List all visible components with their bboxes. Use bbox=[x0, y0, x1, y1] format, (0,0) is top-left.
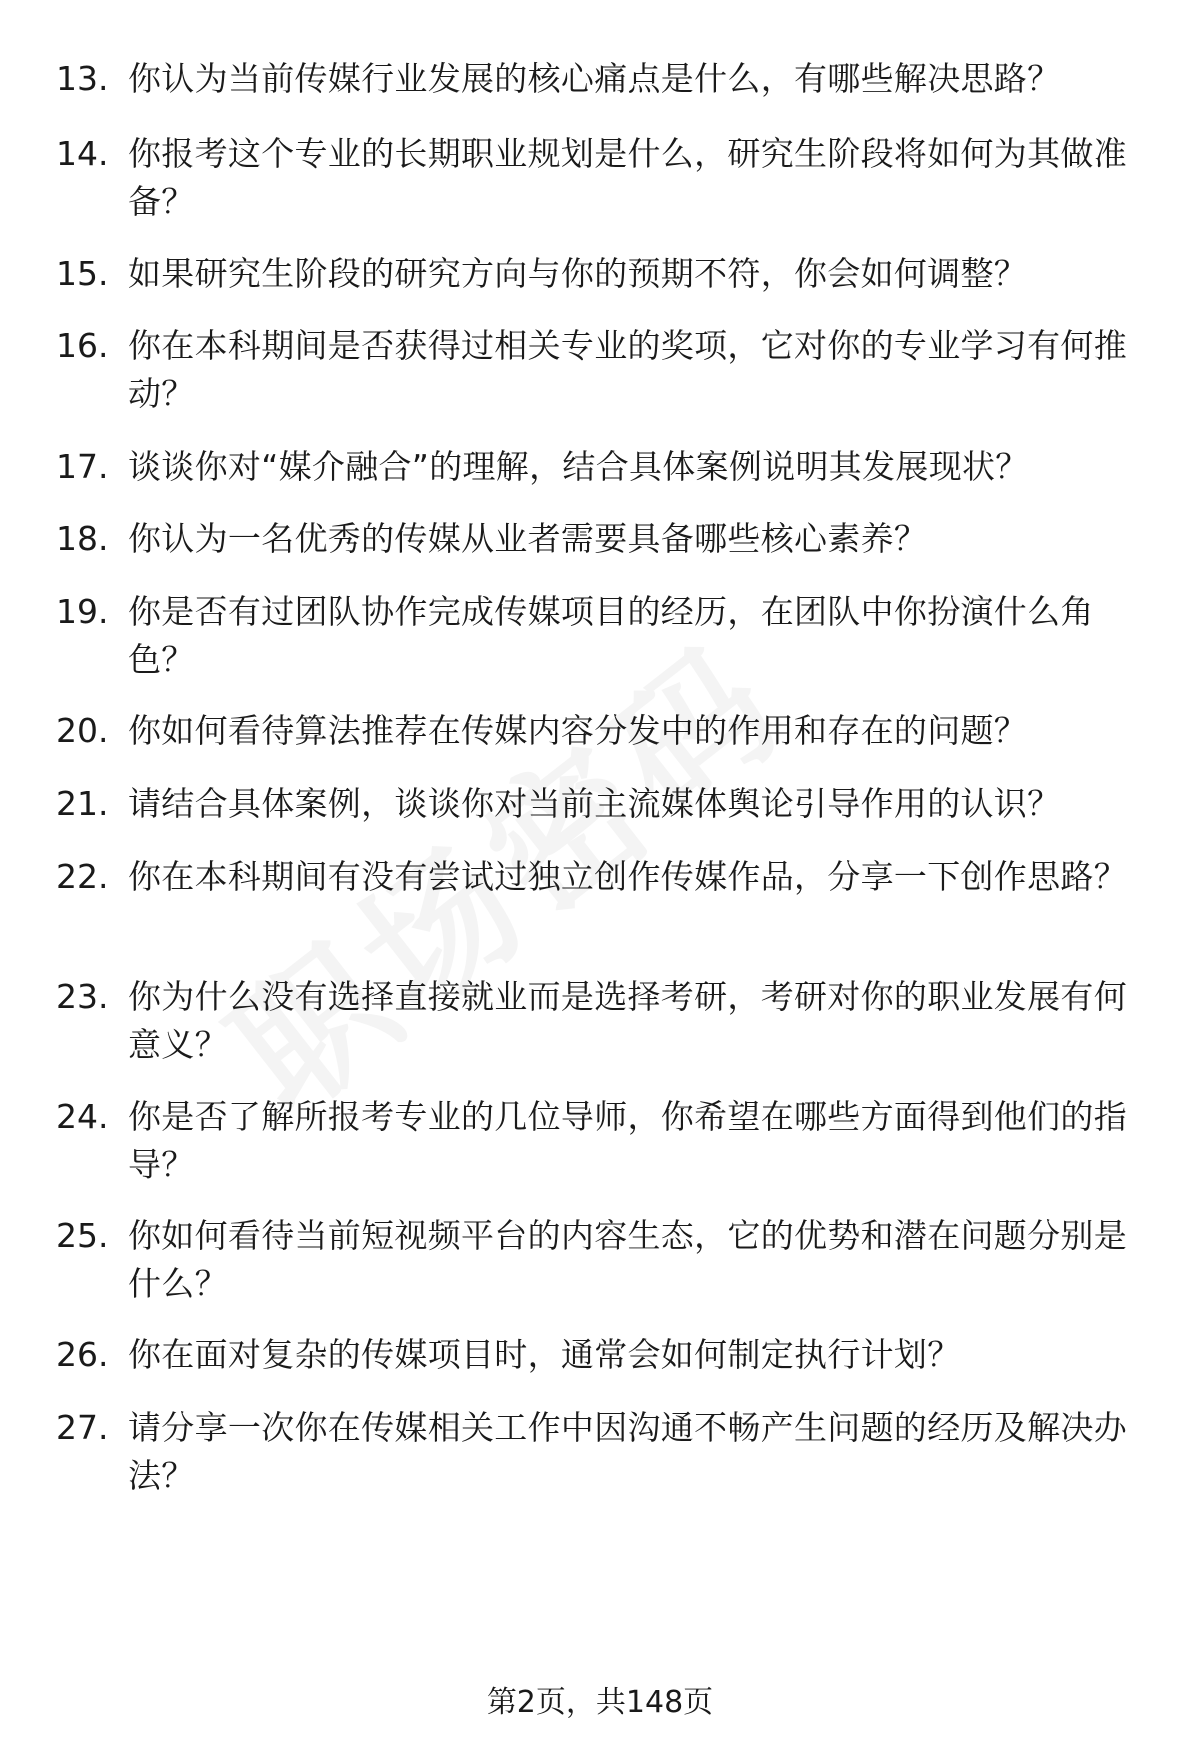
question-number: 22. bbox=[56, 857, 109, 896]
question-text: 谈谈你对“媒介融合”的理解，结合具体案例说明其发展现状？ bbox=[128, 447, 1029, 486]
question-text: 你认为当前传媒行业发展的核心痛点是什么，有哪些解决思路？ bbox=[128, 59, 1061, 98]
question-number: 13. bbox=[56, 59, 109, 98]
question-number: 16. bbox=[56, 326, 109, 365]
question-text: 你在本科期间是否获得过相关专业的奖项，它对你的专业学习有何推动？ bbox=[128, 326, 1127, 413]
question-text: 你报考这个专业的长期职业规划是什么，研究生阶段将如何为其做准备？ bbox=[128, 134, 1127, 221]
question-number: 23. bbox=[56, 977, 109, 1016]
question-number: 24. bbox=[56, 1097, 109, 1136]
question-number: 27. bbox=[56, 1408, 109, 1447]
question-text: 你如何看待当前短视频平台的内容生态，它的优势和潜在问题分别是什么？ bbox=[128, 1216, 1127, 1303]
question-text: 你如何看待算法推荐在传媒内容分发中的作用和存在的问题？ bbox=[128, 711, 1028, 750]
question-text: 你认为一名优秀的传媒从业者需要具备哪些核心素养？ bbox=[128, 519, 928, 558]
question-text: 你在本科期间有没有尝试过独立创作传媒作品，分享一下创作思路？ bbox=[128, 857, 1127, 896]
question-number: 25. bbox=[56, 1216, 109, 1255]
question-number: 17. bbox=[56, 447, 109, 486]
question-text: 你是否有过团队协作完成传媒项目的经历，在团队中你扮演什么角色？ bbox=[128, 592, 1094, 679]
question-number: 14. bbox=[56, 134, 109, 173]
question-number: 15. bbox=[56, 254, 109, 293]
question-text: 你为什么没有选择直接就业而是选择考研，考研对你的职业发展有何意义？ bbox=[128, 977, 1127, 1064]
question-text: 请结合具体案例，谈谈你对当前主流媒体舆论引导作用的认识？ bbox=[128, 784, 1061, 823]
question-number: 19. bbox=[56, 592, 109, 631]
question-text: 请分享一次你在传媒相关工作中因沟通不畅产生问题的经历及解决办法？ bbox=[128, 1408, 1127, 1495]
question-text: 如果研究生阶段的研究方向与你的预期不符，你会如何调整？ bbox=[128, 254, 1028, 293]
question-number: 20. bbox=[56, 711, 109, 750]
page-footer: 第2页，共148页 bbox=[486, 1685, 714, 1720]
question-number: 26. bbox=[56, 1335, 109, 1374]
question-text: 你是否了解所报考专业的几位导师，你希望在哪些方面得到他们的指导？ bbox=[128, 1097, 1127, 1184]
question-number: 18. bbox=[56, 519, 109, 558]
question-text: 你在面对复杂的传媒项目时，通常会如何制定执行计划？ bbox=[128, 1335, 961, 1374]
question-number: 21. bbox=[56, 784, 109, 823]
